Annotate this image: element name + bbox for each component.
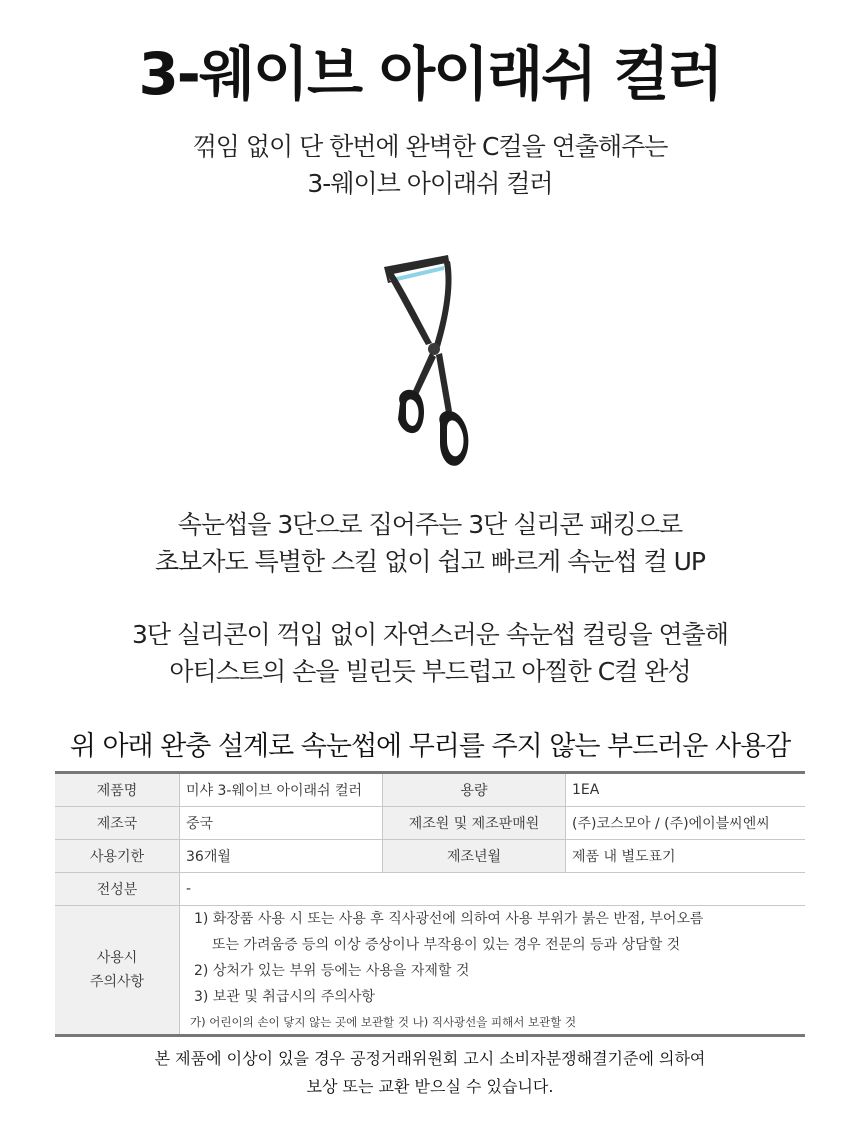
mfg-date-value: 제품 내 별도표기 (566, 840, 806, 873)
table-row (55, 873, 805, 906)
table-row (55, 807, 805, 840)
caution-content (180, 906, 806, 1036)
subtitle (0, 128, 860, 202)
feature-block-1 (0, 506, 860, 580)
caution-1a: 1) 화장품 사용 시 또는 사용 후 직사광선에 의하여 사용 부위가 붉은 반점, 부어오름 (194, 911, 704, 927)
feature-1-line-2: 초보자도 특별한 스킬 없이 쉽고 빠르게 속눈썹 컬 UP (155, 547, 705, 576)
ingredients-value: - (180, 873, 806, 906)
caution-label (55, 906, 180, 1036)
mfg-date-label: 제조년월 (383, 840, 566, 873)
feature-block-3: 위 아래 완충 설계로 속눈썹에 무리를 주지 않는 부드러운 사용감 (69, 731, 791, 762)
caution-3-sub: 가) 어린이의 손이 닿지 않는 곳에 보관할 것 나) 직사광선을 피해서 보관할 것 (190, 1015, 577, 1029)
caution-2: 2) 상처가 있는 부위 등에는 사용을 자제할 것 (194, 963, 470, 979)
country-value: 중국 (180, 807, 383, 840)
manufacturer-value: (주)코스모아 / (주)에이블씨엔씨 (566, 807, 806, 840)
caution-label-line-2: 주의사항 (89, 974, 145, 990)
ingredients-label: 전성분 (55, 873, 180, 906)
product-name-value: 미샤 3-웨이브 아이래쉬 컬러 (180, 773, 383, 807)
caution-1b: 또는 가려움증 등의 이상 증상이나 부작용이 있는 경우 전문의 등과 상담할 것 (212, 937, 681, 953)
footer-line-1: 본 제품에 이상이 있을 경우 공정거래위원회 고시 소비자분쟁해결기준에 의하여 (154, 1049, 706, 1068)
country-label: 제조국 (55, 807, 180, 840)
feature-2-line-1: 3단 실리콘이 꺽입 없이 자연스러운 속눈썹 컬링을 연출해 (132, 620, 728, 649)
footer-line-2: 보상 또는 교환 받으실 수 있습니다. (306, 1077, 554, 1096)
capacity-label: 용량 (383, 773, 566, 807)
table-row (55, 773, 805, 807)
manufacturer-label: 제조원 및 제조판매원 (383, 807, 566, 840)
product-name-label: 제품명 (55, 773, 180, 807)
expiry-label: 사용기한 (55, 840, 180, 873)
product-spec-table (55, 771, 805, 1037)
feature-block-2 (0, 616, 860, 690)
expiry-value: 36개월 (180, 840, 383, 873)
page-title: 3-웨이브 아이래쉬 컬러 (138, 40, 722, 108)
feature-2-line-2: 아티스트의 손을 빌린듯 부드럽고 아찔한 C컬 완성 (169, 657, 691, 686)
subtitle-line-1: 꺾임 없이 단 한번에 완벽한 C컬을 연출해주는 (192, 132, 668, 161)
caution-3: 3) 보관 및 취급시의 주의사항 (194, 989, 375, 1005)
subtitle-line-2: 3-웨이브 아이래쉬 컬러 (307, 169, 553, 198)
table-row (55, 906, 805, 1036)
caution-label-line-1: 사용시 (96, 950, 138, 966)
table-row (55, 840, 805, 873)
eyelash-curler-icon (378, 253, 488, 473)
footer-notice (0, 1045, 860, 1101)
capacity-value: 1EA (566, 773, 806, 807)
feature-1-line-1: 속눈썹을 3단으로 집어주는 3단 실리콘 패킹으로 (177, 510, 683, 539)
